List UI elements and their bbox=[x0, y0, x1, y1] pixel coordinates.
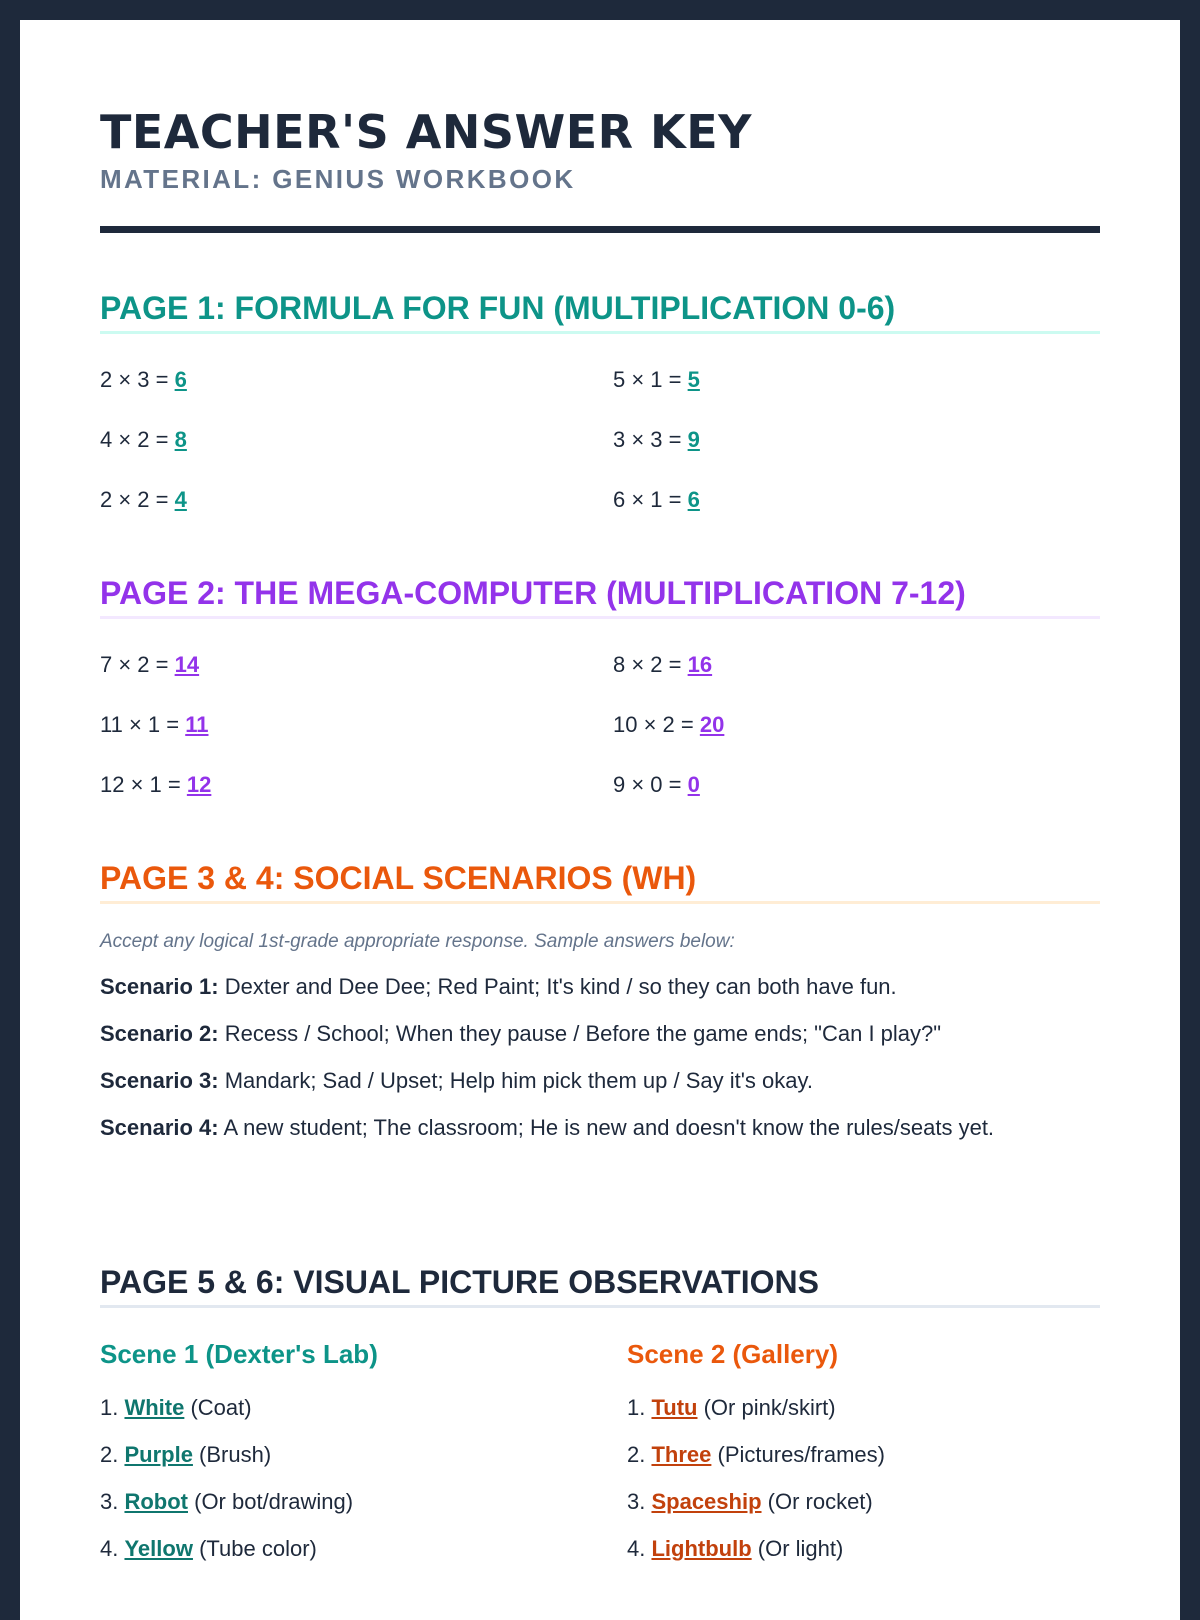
equation-question: 2 × 3 = bbox=[100, 367, 175, 392]
section-1-heading: PAGE 1: FORMULA FOR FUN (MULTIPLICATION 0-6) bbox=[100, 289, 1100, 334]
equation-answer: 9 bbox=[687, 427, 700, 452]
equation bbox=[100, 635, 613, 695]
equation bbox=[100, 695, 613, 755]
section-2-heading: PAGE 2: THE MEGA-COMPUTER (MULTIPLICATION 7-12) bbox=[100, 574, 1100, 619]
grading-note: Accept any logical 1st-grade appropriate response. Sample answers below: bbox=[100, 931, 735, 952]
equation-question: 2 × 2 = bbox=[100, 487, 175, 512]
equation-question: 5 × 1 = bbox=[613, 367, 688, 392]
answer-word: Robot bbox=[124, 1489, 188, 1514]
scenario-label: Scenario 1: bbox=[100, 974, 219, 999]
equation-answer: 4 bbox=[174, 487, 187, 512]
equation-answer: 11 bbox=[185, 712, 209, 737]
equation-answer: 6 bbox=[174, 367, 187, 392]
equation-question: 11 × 1 = bbox=[100, 712, 186, 737]
item-number: 3. bbox=[627, 1489, 652, 1514]
item-number: 2. bbox=[100, 1442, 125, 1467]
answer-note: (Tube color) bbox=[192, 1536, 317, 1561]
scenario-answer bbox=[100, 1115, 1100, 1141]
equation-question: 7 × 2 = bbox=[100, 652, 175, 677]
item-number: 4. bbox=[100, 1536, 125, 1561]
equation-answer: 6 bbox=[687, 487, 700, 512]
observation-item bbox=[627, 1431, 1100, 1478]
equation bbox=[613, 755, 1100, 815]
scenario-answer bbox=[100, 1021, 1100, 1047]
scene-2 bbox=[627, 1338, 1100, 1572]
answer-word: Three bbox=[651, 1442, 712, 1467]
equation-question: 3 × 3 = bbox=[613, 427, 688, 452]
observation-item bbox=[100, 1431, 627, 1478]
observation-item bbox=[627, 1525, 1100, 1572]
scenario-label: Scenario 3: bbox=[100, 1068, 219, 1093]
equation-answer: 8 bbox=[174, 427, 187, 452]
item-number: 3. bbox=[100, 1489, 125, 1514]
item-number: 1. bbox=[627, 1395, 652, 1420]
scenario-label: Scenario 2: bbox=[100, 1021, 219, 1046]
scenario-text: Dexter and Dee Dee; Red Paint; It's kind / so they can both have fun. bbox=[218, 974, 897, 999]
equation-answer: 14 bbox=[174, 652, 200, 677]
equation bbox=[100, 410, 613, 470]
scene-1 bbox=[100, 1338, 627, 1572]
equation-question: 8 × 2 = bbox=[613, 652, 688, 677]
equation bbox=[100, 470, 613, 530]
observation-item bbox=[100, 1384, 627, 1431]
section-1-equations bbox=[100, 350, 1100, 530]
observation-item bbox=[627, 1384, 1100, 1431]
equation-answer: 5 bbox=[687, 367, 700, 392]
answer-word: Purple bbox=[124, 1442, 193, 1467]
page-title: TEACHER'S ANSWER KEY bbox=[100, 105, 752, 159]
equation-answer: 20 bbox=[699, 712, 725, 737]
scene-columns bbox=[100, 1338, 1100, 1572]
answer-word: Tutu bbox=[651, 1395, 698, 1420]
answer-key-page bbox=[20, 20, 1180, 1620]
equation bbox=[613, 695, 1100, 755]
scenario-text: A new student; The classroom; He is new and doesn't know the rules/seats yet. bbox=[218, 1115, 995, 1140]
equation-question: 12 × 1 = bbox=[100, 772, 187, 797]
equation bbox=[613, 635, 1100, 695]
scene-2-title: Scene 2 (Gallery) bbox=[627, 1339, 838, 1369]
section-4-heading: PAGE 5 & 6: VISUAL PICTURE OBSERVATIONS bbox=[100, 1263, 1100, 1308]
equation-answer: 0 bbox=[687, 772, 700, 797]
answer-note: (Brush) bbox=[192, 1442, 272, 1467]
section-2-equations bbox=[100, 635, 1100, 815]
answer-word: Yellow bbox=[124, 1536, 193, 1561]
scene-1-title: Scene 1 (Dexter's Lab) bbox=[100, 1339, 378, 1369]
section-3-heading: PAGE 3 & 4: SOCIAL SCENARIOS (WH) bbox=[100, 859, 1100, 904]
equation bbox=[613, 410, 1100, 470]
scenario-label: Scenario 4: bbox=[100, 1115, 219, 1140]
answer-note: (Or bot/drawing) bbox=[188, 1489, 354, 1514]
equation bbox=[100, 350, 613, 410]
item-number: 4. bbox=[627, 1536, 652, 1561]
equation-question: 6 × 1 = bbox=[613, 487, 688, 512]
equation-answer: 16 bbox=[687, 652, 713, 677]
scenario-text: Recess / School; When they pause / Before the game ends; "Can I play?" bbox=[218, 1021, 942, 1046]
answer-word: Spaceship bbox=[651, 1489, 762, 1514]
equation bbox=[613, 470, 1100, 530]
answer-note: (Or light) bbox=[751, 1536, 844, 1561]
answer-note: (Or pink/skirt) bbox=[697, 1395, 836, 1420]
answer-note: (Pictures/frames) bbox=[711, 1442, 885, 1467]
answer-note: (Or rocket) bbox=[761, 1489, 873, 1514]
answer-word: White bbox=[124, 1395, 185, 1420]
equation-question: 9 × 0 = bbox=[613, 772, 688, 797]
observation-item bbox=[100, 1478, 627, 1525]
observation-item bbox=[100, 1525, 627, 1572]
scenario-answer bbox=[100, 974, 1100, 1000]
scenario-text: Mandark; Sad / Upset; Help him pick them up / Say it's okay. bbox=[218, 1068, 813, 1093]
item-number: 2. bbox=[627, 1442, 652, 1467]
equation-answer: 12 bbox=[186, 772, 212, 797]
page-subtitle: MATERIAL: GENIUS WORKBOOK bbox=[100, 164, 576, 194]
observation-item bbox=[627, 1478, 1100, 1525]
scenario-answer bbox=[100, 1068, 1100, 1094]
answer-word: Lightbulb bbox=[651, 1536, 752, 1561]
equation-question: 4 × 2 = bbox=[100, 427, 175, 452]
item-number: 1. bbox=[100, 1395, 125, 1420]
equation bbox=[613, 350, 1100, 410]
equation bbox=[100, 755, 613, 815]
title-divider bbox=[100, 226, 1100, 233]
answer-note: (Coat) bbox=[184, 1395, 252, 1420]
equation-question: 10 × 2 = bbox=[613, 712, 700, 737]
